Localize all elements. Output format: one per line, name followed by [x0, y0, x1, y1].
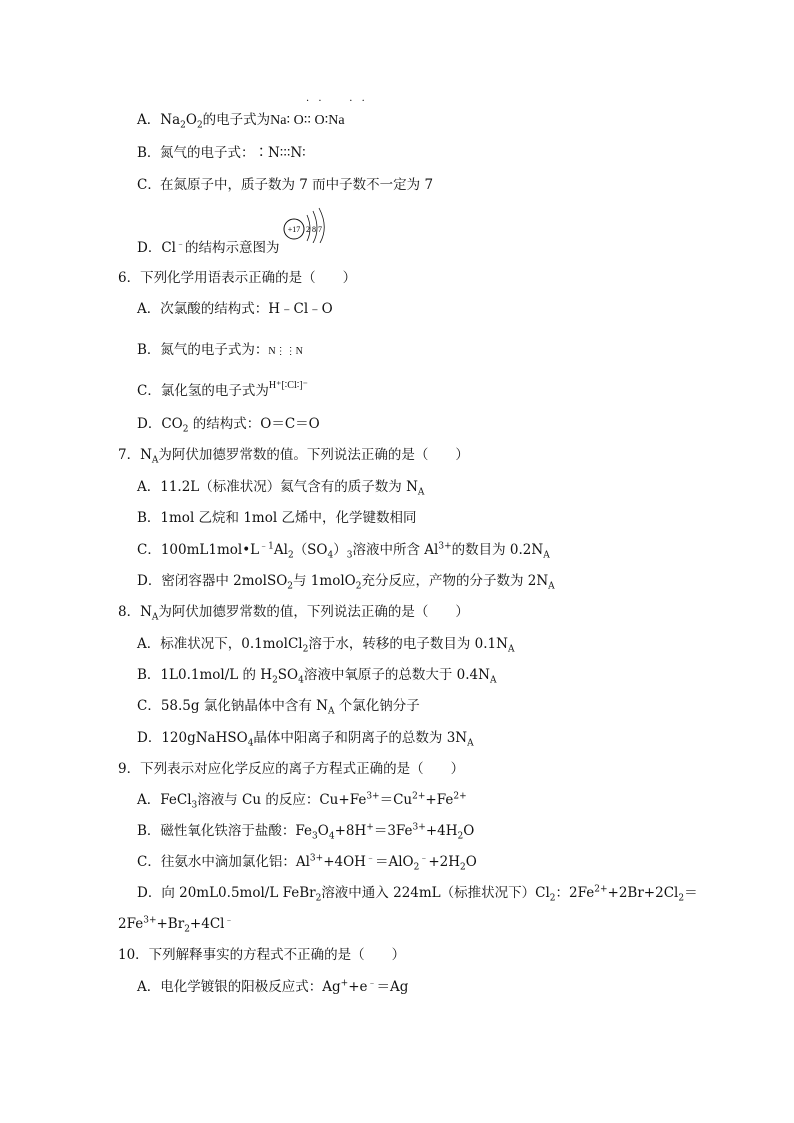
q7-stem: 7．$N_A$为阿伏加德罗常数的值。下列说法正确的是（ ） [118, 447, 469, 466]
q5-option-b-text: 氮气的电子式：∶N∶∶∶N∶ [160, 145, 306, 161]
q9-option-a: A．FeCl$_3$溶液与 Cu 的反应：$Cu+Fe^{3+}=Cu^{2+}+Fe^{2+}$ [137, 791, 467, 811]
q6-option-d: D．$CO_2$ 的结构式：O＝C＝O [137, 416, 320, 435]
q9-stem: 9．下列表示对应化学反应的离子方程式正确的是（ ） [118, 761, 465, 777]
svg-text:2 8 7: 2 8 7 [306, 225, 322, 234]
q7-option-a: A．11.2L（标准状况）氦气含有的质子数为 $N_A$ [137, 479, 425, 498]
q9-option-c: C．往氨水中滴加氯化铝：$Al^{3+}+4OH^﹣=AlO_2^﹣+2H_2O$ [137, 853, 477, 873]
q8-option-c: C．58.5g 氯化钠晶体中含有 $N_A$ 个氯化钠分子 [137, 698, 420, 717]
chlorine-ion-structure-diagram [280, 205, 330, 243]
q6-stem: 6．下列化学用语表示正确的是（ ） [118, 270, 357, 286]
svg-text:+17: +17 [287, 225, 301, 234]
q7-option-b: B．1mol 乙烷和 1mol 乙烯中，化学键数相同 [137, 510, 417, 526]
q6-option-a: A．次氯酸的结构式：H﹣Cl﹣O [137, 301, 333, 317]
q5-option-c-text: 在氮原子中，质子数为 7 而中子数不一定为 7 [160, 177, 434, 193]
q5-option-a: A．$Na_2O_2$的电子式为Na∶ O∶∶ O∶Na [137, 112, 345, 131]
n2-electron-formula: N⋮⋮N [268, 346, 303, 357]
q6-option-b: B．氮气的电子式为：N⋮⋮N [137, 342, 303, 358]
q9-option-d-continued: $2Fe^{3+}+Br_2+4Cl^﹣$ [118, 915, 234, 935]
q8-option-b: B．1L0.1mol/L 的 $H_2SO_4$溶液中氧原子的总数大于 $0.4N_A$ [137, 667, 497, 686]
na2o2-electron-formula: Na∶ O∶∶ O∶Na [270, 113, 345, 128]
q8-option-a: A．标准状况下，0.1molCl$_2$溶于水，转移的电子数目为 $0.1N_A$ [137, 636, 515, 655]
q7-option-d: D．密闭容器中 2molSO$_2$与 1molO$_2$充分反应，产物的分子数为 $2N_A$ [137, 573, 555, 592]
q10-option-a: A．电化学镀银的阳极反应式：Ag++e﹣＝Ag [137, 978, 409, 995]
q10-stem: 10．下列解释事实的方程式不正确的是（ ） [118, 947, 406, 963]
q7-option-c: C．$100mL1mol•L^{﹣1}Al_2(SO_4)_3$溶液中所含 $Al^{3+}$的数目为 $0.2N_A$ [137, 541, 550, 561]
q8-stem: 8．$N_A$为阿伏加德罗常数的值，下列说法正确的是（ ） [118, 604, 469, 623]
q9-option-b: B．磁性氧化铁溶于盐酸：$Fe_3O_4+8H^+=3Fe^{3+}+4H_2O$ [137, 822, 475, 842]
q6-option-c: C．氯化氢的电子式为$^{H^+[∶Cl∶]^-}$ [137, 380, 308, 399]
electron-dots-icon: · · · · [306, 96, 368, 107]
q5-option-d: D．Cl﹣的结构示意图为 [137, 239, 280, 256]
q5-option-c: C． [137, 177, 161, 193]
hcl-electron-formula: H⁺[∶Cl∶]⁻ [268, 380, 308, 391]
q5-option-b: B． [137, 145, 161, 161]
q9-option-d: D．向 20mL0.5mol/L FeBr$_2$溶液中通入 224mL（标推状况下）$Cl_2$：$2Fe^{2+}+2Br+2Cl_2=$ [137, 884, 698, 904]
q8-option-d: D．120gNaHSO$_4$晶体中阳离子和阴离子的总数为 $3N_A$ [137, 730, 474, 749]
